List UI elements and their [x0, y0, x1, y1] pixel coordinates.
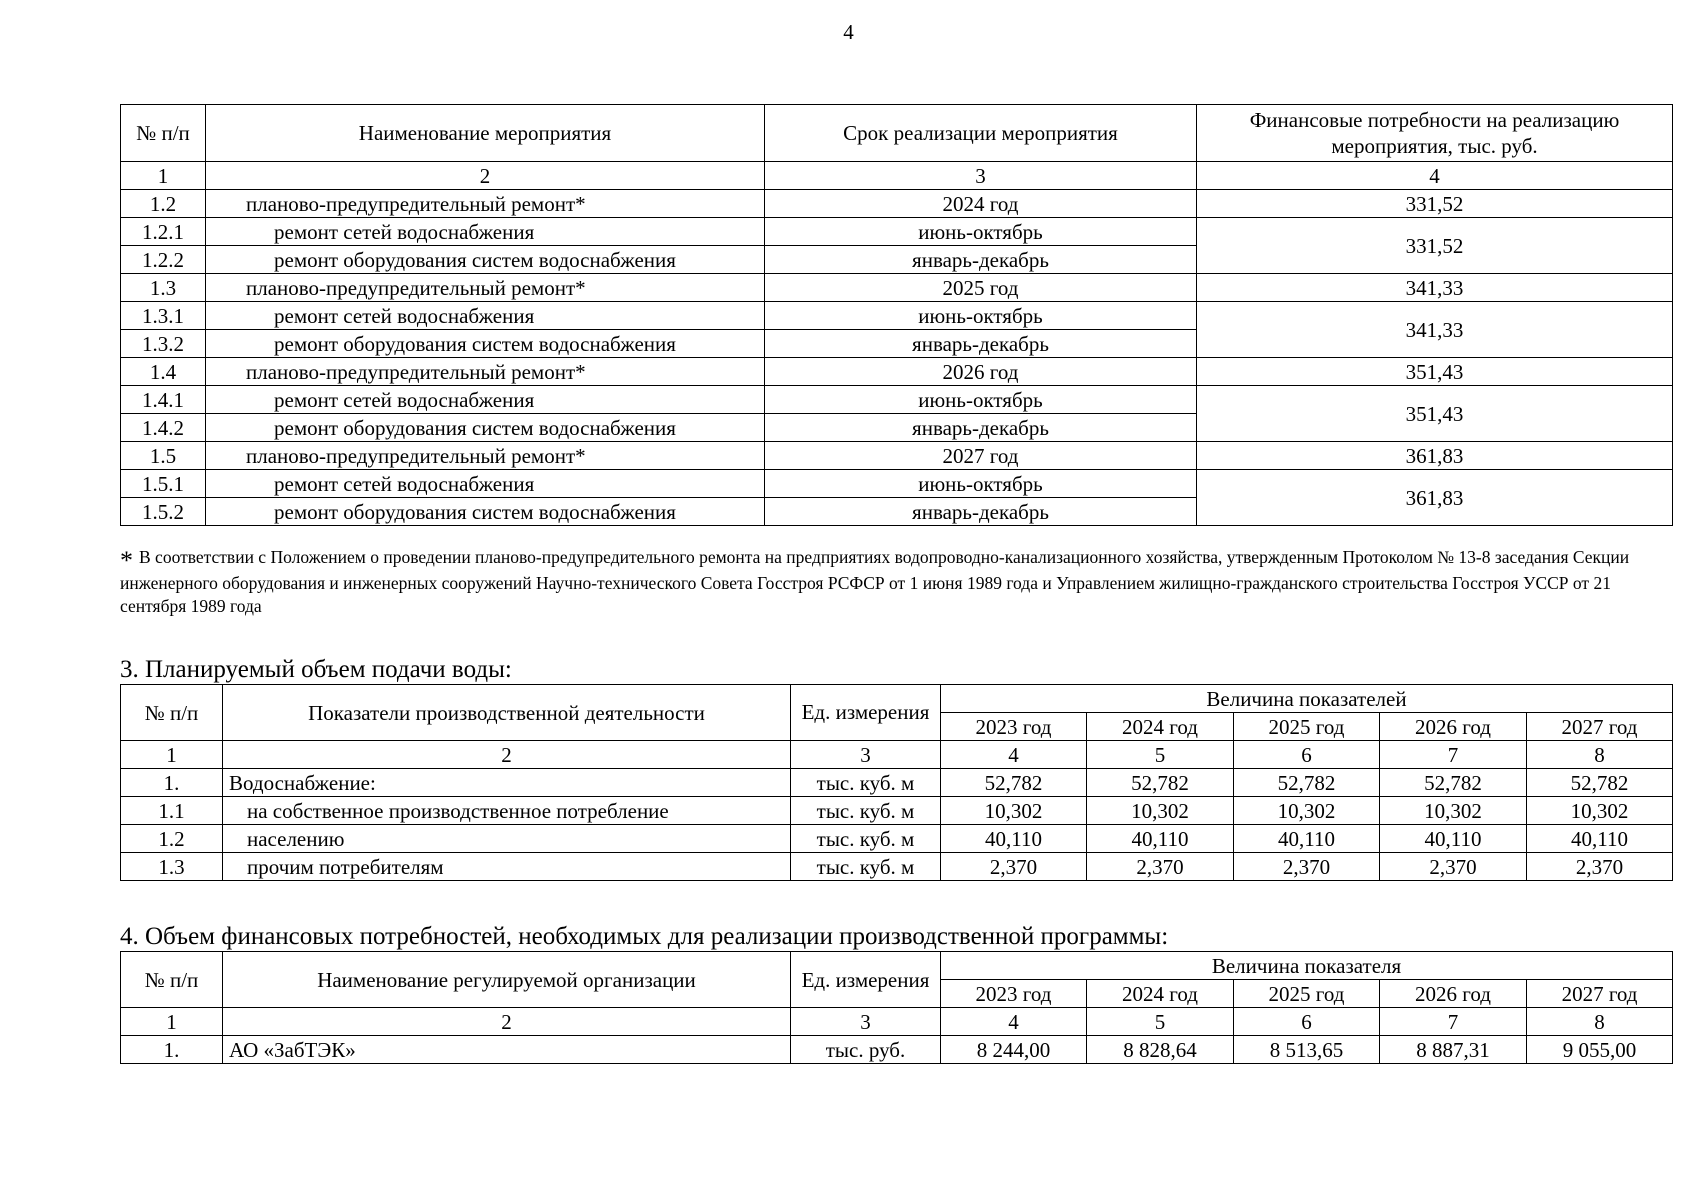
row-term: июнь-октябрь — [765, 386, 1197, 414]
row-value: 8 887,31 — [1380, 1036, 1527, 1064]
row-value: 52,782 — [1380, 769, 1527, 797]
col-number: 5 — [1087, 741, 1234, 769]
row-term: январь-декабрь — [765, 498, 1197, 526]
row-term: 2025 год — [765, 274, 1197, 302]
water-supply-table — [120, 684, 1673, 881]
table-header-row — [121, 105, 1673, 162]
row-name: ремонт сетей водоснабжения — [206, 386, 765, 414]
row-num: 1. — [121, 769, 223, 797]
table-row — [121, 358, 1673, 386]
header-year: 2025 год — [1234, 713, 1380, 741]
row-num: 1.2 — [121, 825, 223, 853]
row-num: 1.4.2 — [121, 414, 206, 442]
header-group: Величина показателей — [941, 685, 1673, 713]
row-num: 1.4 — [121, 358, 206, 386]
row-value: 10,302 — [1234, 797, 1380, 825]
column-number-row — [121, 741, 1673, 769]
header-term: Срок реализации мероприятия — [765, 105, 1197, 162]
col-number: 6 — [1234, 741, 1380, 769]
row-unit: тыс. руб. — [791, 1036, 941, 1064]
row-unit: тыс. куб. м — [791, 825, 941, 853]
table-row — [121, 825, 1673, 853]
footnote-text: В соответствии с Положением о проведении планово-предупредительного ремонта на предприятиях водопроводно-канализационного хозяйства, утвержденным Протоколом № 13-8 заседания Секции инженерного оборудования и инженерных сооружений Научно-технического Совета Госстроя РСФСР от 1 июня 1989 года и Управлением жилищно-гражданского строительства Госстроя УССР от 21 сентября 1989 года — [120, 547, 1630, 616]
row-name: Водоснабжение: — [223, 769, 791, 797]
row-name: населению — [223, 825, 791, 853]
row-unit: тыс. куб. м — [791, 769, 941, 797]
col-number: 6 — [1234, 1008, 1380, 1036]
row-value: 8 244,00 — [941, 1036, 1087, 1064]
page-number: 4 — [843, 20, 854, 44]
table-row — [121, 386, 1673, 414]
table-row — [121, 1036, 1673, 1064]
row-num: 1.3 — [121, 853, 223, 881]
table-row — [121, 218, 1673, 246]
row-name: ремонт оборудования систем водоснабжения — [206, 498, 765, 526]
header-year: 2023 год — [941, 980, 1087, 1008]
row-value: 10,302 — [941, 797, 1087, 825]
table-row — [121, 769, 1673, 797]
col-number: 5 — [1087, 1008, 1234, 1036]
row-num: 1.5.2 — [121, 498, 206, 526]
table-row — [121, 853, 1673, 881]
row-term: 2027 год — [765, 442, 1197, 470]
row-name: ремонт сетей водоснабжения — [206, 470, 765, 498]
header-year: 2023 год — [941, 713, 1087, 741]
row-num: 1.3 — [121, 274, 206, 302]
col-number: 7 — [1380, 741, 1527, 769]
row-term: июнь-октябрь — [765, 302, 1197, 330]
header-year: 2024 год — [1087, 713, 1234, 741]
table-row — [121, 797, 1673, 825]
row-value: 52,782 — [1087, 769, 1234, 797]
col-number: 3 — [791, 1008, 941, 1036]
row-value: 40,110 — [1234, 825, 1380, 853]
row-name: планово-предупредительный ремонт* — [206, 442, 765, 470]
row-value: 2,370 — [1380, 853, 1527, 881]
row-value: 2,370 — [1087, 853, 1234, 881]
table-row — [121, 442, 1673, 470]
row-value: 331,52 — [1197, 190, 1673, 218]
row-value: 8 828,64 — [1087, 1036, 1234, 1064]
col-number: 2 — [206, 162, 765, 190]
row-value: 40,110 — [1380, 825, 1527, 853]
header-num: № п/п — [121, 952, 223, 1008]
row-name: АО «ЗабТЭК» — [223, 1036, 791, 1064]
row-num: 1.5.1 — [121, 470, 206, 498]
footnote-star: * — [120, 546, 133, 575]
header-year: 2025 год — [1234, 980, 1380, 1008]
row-value: 341,33 — [1197, 302, 1673, 358]
col-number: 7 — [1380, 1008, 1527, 1036]
row-term: июнь-октябрь — [765, 218, 1197, 246]
header-year: 2027 год — [1527, 980, 1673, 1008]
table-header-row — [121, 685, 1673, 713]
col-number: 2 — [223, 1008, 791, 1036]
row-name: ремонт оборудования систем водоснабжения — [206, 330, 765, 358]
header-num: № п/п — [121, 105, 206, 162]
row-term: январь-декабрь — [765, 330, 1197, 358]
row-term: июнь-октябрь — [765, 470, 1197, 498]
row-name: планово-предупредительный ремонт* — [206, 358, 765, 386]
col-number: 4 — [941, 1008, 1087, 1036]
row-value: 10,302 — [1087, 797, 1234, 825]
row-value: 40,110 — [1087, 825, 1234, 853]
row-name: ремонт сетей водоснабжения — [206, 218, 765, 246]
header-indicator: Показатели производственной деятельности — [223, 685, 791, 741]
row-value: 331,52 — [1197, 218, 1673, 274]
row-name: на собственное производственное потребление — [223, 797, 791, 825]
row-value: 40,110 — [941, 825, 1087, 853]
row-value: 341,33 — [1197, 274, 1673, 302]
financial-needs-table — [120, 951, 1673, 1064]
row-value: 2,370 — [1527, 853, 1673, 881]
table-row — [121, 470, 1673, 498]
row-term: январь-декабрь — [765, 414, 1197, 442]
row-value: 351,43 — [1197, 386, 1673, 442]
table-row — [121, 274, 1673, 302]
row-term: 2026 год — [765, 358, 1197, 386]
header-year: 2027 год — [1527, 713, 1673, 741]
row-name: ремонт сетей водоснабжения — [206, 302, 765, 330]
col-number: 2 — [223, 741, 791, 769]
row-name: прочим потребителям — [223, 853, 791, 881]
table-row — [121, 190, 1673, 218]
row-term: 2024 год — [765, 190, 1197, 218]
col-number: 1 — [121, 741, 223, 769]
row-num: 1.4.1 — [121, 386, 206, 414]
col-number: 1 — [121, 162, 206, 190]
row-value: 10,302 — [1380, 797, 1527, 825]
header-unit: Ед. измерения — [791, 685, 941, 741]
header-finance: Финансовые потребности на реализацию мероприятия, тыс. руб. — [1197, 105, 1673, 162]
row-num: 1. — [121, 1036, 223, 1064]
row-value: 52,782 — [1527, 769, 1673, 797]
column-number-row — [121, 1008, 1673, 1036]
header-org: Наименование регулируемой организации — [223, 952, 791, 1008]
header-year: 2026 год — [1380, 713, 1527, 741]
col-number: 1 — [121, 1008, 223, 1036]
row-name: ремонт оборудования систем водоснабжения — [206, 414, 765, 442]
row-value: 351,43 — [1197, 358, 1673, 386]
col-number: 4 — [1197, 162, 1673, 190]
row-num: 1.2 — [121, 190, 206, 218]
header-name: Наименование мероприятия — [206, 105, 765, 162]
row-term: январь-декабрь — [765, 246, 1197, 274]
row-value: 2,370 — [1234, 853, 1380, 881]
row-name: планово-предупредительный ремонт* — [206, 190, 765, 218]
footnote — [120, 546, 1672, 618]
row-name: планово-предупредительный ремонт* — [206, 274, 765, 302]
row-value: 361,83 — [1197, 442, 1673, 470]
col-number: 8 — [1527, 1008, 1673, 1036]
header-year: 2024 год — [1087, 980, 1234, 1008]
row-num: 1.3.1 — [121, 302, 206, 330]
row-value: 9 055,00 — [1527, 1036, 1673, 1064]
row-value: 10,302 — [1527, 797, 1673, 825]
col-number: 4 — [941, 741, 1087, 769]
header-group: Величина показателя — [941, 952, 1673, 980]
row-value: 40,110 — [1527, 825, 1673, 853]
row-name: ремонт оборудования систем водоснабжения — [206, 246, 765, 274]
row-num: 1.2.1 — [121, 218, 206, 246]
table-row — [121, 302, 1673, 330]
header-num: № п/п — [121, 685, 223, 741]
col-number: 3 — [791, 741, 941, 769]
section-3-title: 3. Планируемый объем подачи воды: — [120, 656, 512, 683]
row-unit: тыс. куб. м — [791, 797, 941, 825]
row-unit: тыс. куб. м — [791, 853, 941, 881]
column-number-row — [121, 162, 1673, 190]
row-value: 52,782 — [1234, 769, 1380, 797]
row-value: 361,83 — [1197, 470, 1673, 526]
row-num: 1.1 — [121, 797, 223, 825]
row-num: 1.2.2 — [121, 246, 206, 274]
row-num: 1.3.2 — [121, 330, 206, 358]
row-value: 2,370 — [941, 853, 1087, 881]
row-num: 1.5 — [121, 442, 206, 470]
header-year: 2026 год — [1380, 980, 1527, 1008]
table-header-row — [121, 952, 1673, 980]
repair-plan-table — [120, 104, 1673, 526]
col-number: 8 — [1527, 741, 1673, 769]
row-value: 52,782 — [941, 769, 1087, 797]
row-value: 8 513,65 — [1234, 1036, 1380, 1064]
section-4-title: 4. Объем финансовых потребностей, необходимых для реализации производственной программы: — [120, 923, 1169, 950]
header-unit: Ед. измерения — [791, 952, 941, 1008]
col-number: 3 — [765, 162, 1197, 190]
